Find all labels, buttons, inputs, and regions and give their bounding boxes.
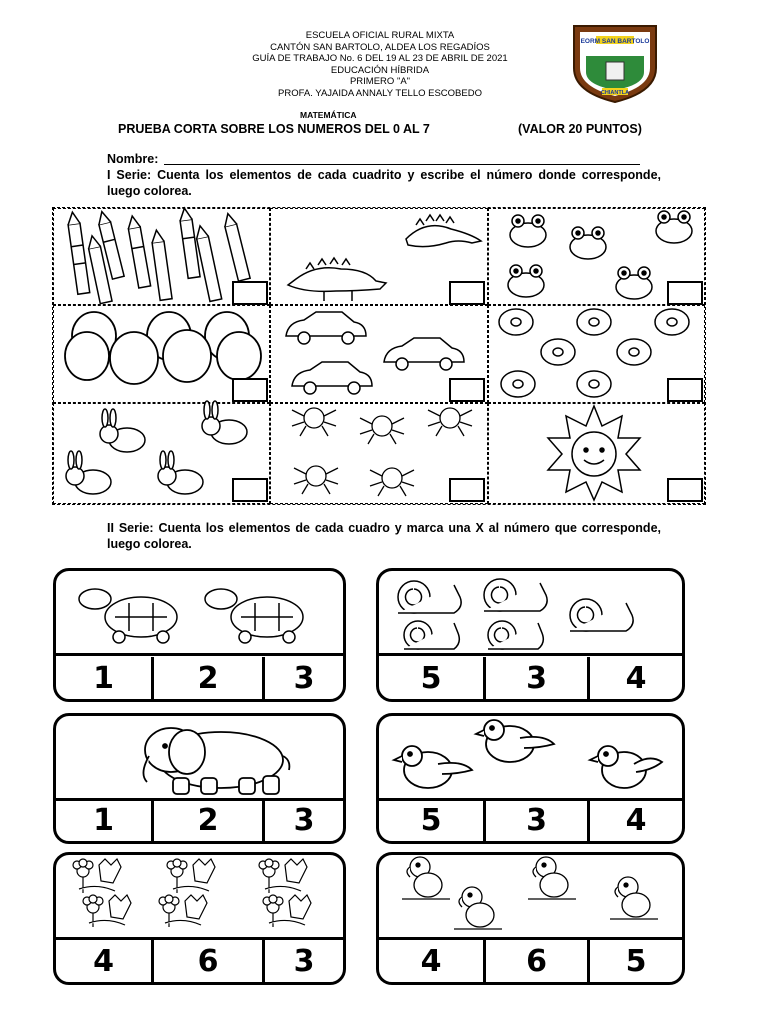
- cell-donuts: [488, 305, 705, 403]
- card-snails: [376, 568, 685, 702]
- answer-box[interactable]: [232, 378, 268, 402]
- card-picture: [56, 716, 343, 801]
- card-elephant: [53, 713, 346, 844]
- option-number[interactable]: 5: [420, 803, 442, 838]
- name-field[interactable]: [164, 164, 640, 165]
- option-number[interactable]: 5: [625, 944, 647, 979]
- cell-eggs: [53, 305, 270, 403]
- cell-dinosaurs: [270, 208, 488, 305]
- option-number[interactable]: 4: [93, 944, 114, 979]
- elephant-illustration: [61, 716, 341, 796]
- option-number[interactable]: 4: [625, 661, 647, 696]
- card-picture: [379, 855, 682, 940]
- card-birds: [376, 713, 685, 844]
- option-number[interactable]: 3: [293, 661, 315, 696]
- subject-label: MATEMÁTICA: [300, 110, 357, 120]
- option-number[interactable]: 3: [293, 803, 315, 838]
- flowers-illustration: [61, 855, 341, 935]
- answer-box[interactable]: [232, 478, 268, 502]
- card-picture: [56, 855, 343, 940]
- name-label: Nombre:: [107, 152, 159, 166]
- cell-sun: [488, 403, 705, 504]
- header-line: PROFA. YAJAIDA ANNALY TELLO ESCOBEDO: [278, 87, 482, 99]
- svg-text:EORM SAN BARTOLO: EORM SAN BARTOLO: [580, 38, 650, 45]
- answer-box[interactable]: [667, 281, 703, 305]
- card-picture: [379, 571, 682, 656]
- snails-illustration: [384, 571, 684, 651]
- answer-box[interactable]: [667, 378, 703, 402]
- answer-box[interactable]: [232, 281, 268, 305]
- header-line: ESCUELA OFICIAL RURAL MIXTA: [305, 30, 455, 41]
- cell-crayons: [53, 208, 270, 305]
- option-number[interactable]: 4: [625, 803, 647, 838]
- cell-spiders: [270, 403, 488, 504]
- header-line: CANTÓN SAN BARTOLO, ALDEA LOS REGADÍOS: [270, 41, 490, 53]
- serie1-grid: [52, 207, 706, 505]
- card-turtles: [53, 568, 346, 702]
- header-line: EDUCACIÓN HÍBRIDA: [330, 64, 430, 76]
- option-number[interactable]: 1: [93, 803, 114, 838]
- card-picture: [56, 571, 343, 656]
- option-number[interactable]: 3: [526, 803, 547, 838]
- option-number[interactable]: 1: [93, 661, 114, 696]
- parrots-illustration: [384, 855, 684, 935]
- test-title: PRUEBA CORTA SOBRE LOS NUMEROS DEL 0 AL 7: [118, 122, 430, 136]
- school-logo: [570, 22, 660, 104]
- option-number[interactable]: 3: [293, 944, 315, 979]
- cell-frogs: [488, 208, 705, 305]
- option-number[interactable]: 2: [197, 661, 219, 696]
- option-number[interactable]: 6: [197, 944, 219, 979]
- serie2-instruction: II Serie: Cuenta los elementos de cada cuadro y marca una X al número que corresponde, luego colorea.: [107, 521, 661, 551]
- answer-box[interactable]: [667, 478, 703, 502]
- school-header: [170, 30, 590, 99]
- option-number[interactable]: 5: [420, 661, 442, 696]
- card-picture: [379, 716, 682, 801]
- answer-box[interactable]: [449, 378, 485, 402]
- cell-rabbits: [53, 403, 270, 504]
- turtles-illustration: [61, 571, 341, 651]
- option-number[interactable]: 4: [420, 944, 442, 979]
- card-parrots: [376, 852, 685, 985]
- header-line: GUÍA DE TRABAJO No. 6 DEL 19 AL 23 DE ABRIL DE 2021: [252, 53, 508, 64]
- crayons-illustration: [59, 209, 259, 304]
- option-number[interactable]: 2: [197, 803, 219, 838]
- card-flowers: [53, 852, 346, 985]
- birds-illustration: [384, 716, 684, 796]
- answer-box[interactable]: [449, 281, 485, 305]
- serie1-instruction: I Serie: Cuenta los elementos de cada cuadrito y escribe el número donde corresponde, luego colorea.: [107, 168, 661, 198]
- option-number[interactable]: 6: [526, 944, 547, 979]
- option-number[interactable]: 3: [526, 661, 547, 696]
- svg-text:CHIANTLA: CHIANTLA: [600, 90, 630, 96]
- header-line: PRIMERO "A": [349, 76, 411, 87]
- points-value: (VALOR 20 PUNTOS): [518, 122, 642, 136]
- cell-cars: [270, 305, 488, 403]
- answer-box[interactable]: [449, 478, 485, 502]
